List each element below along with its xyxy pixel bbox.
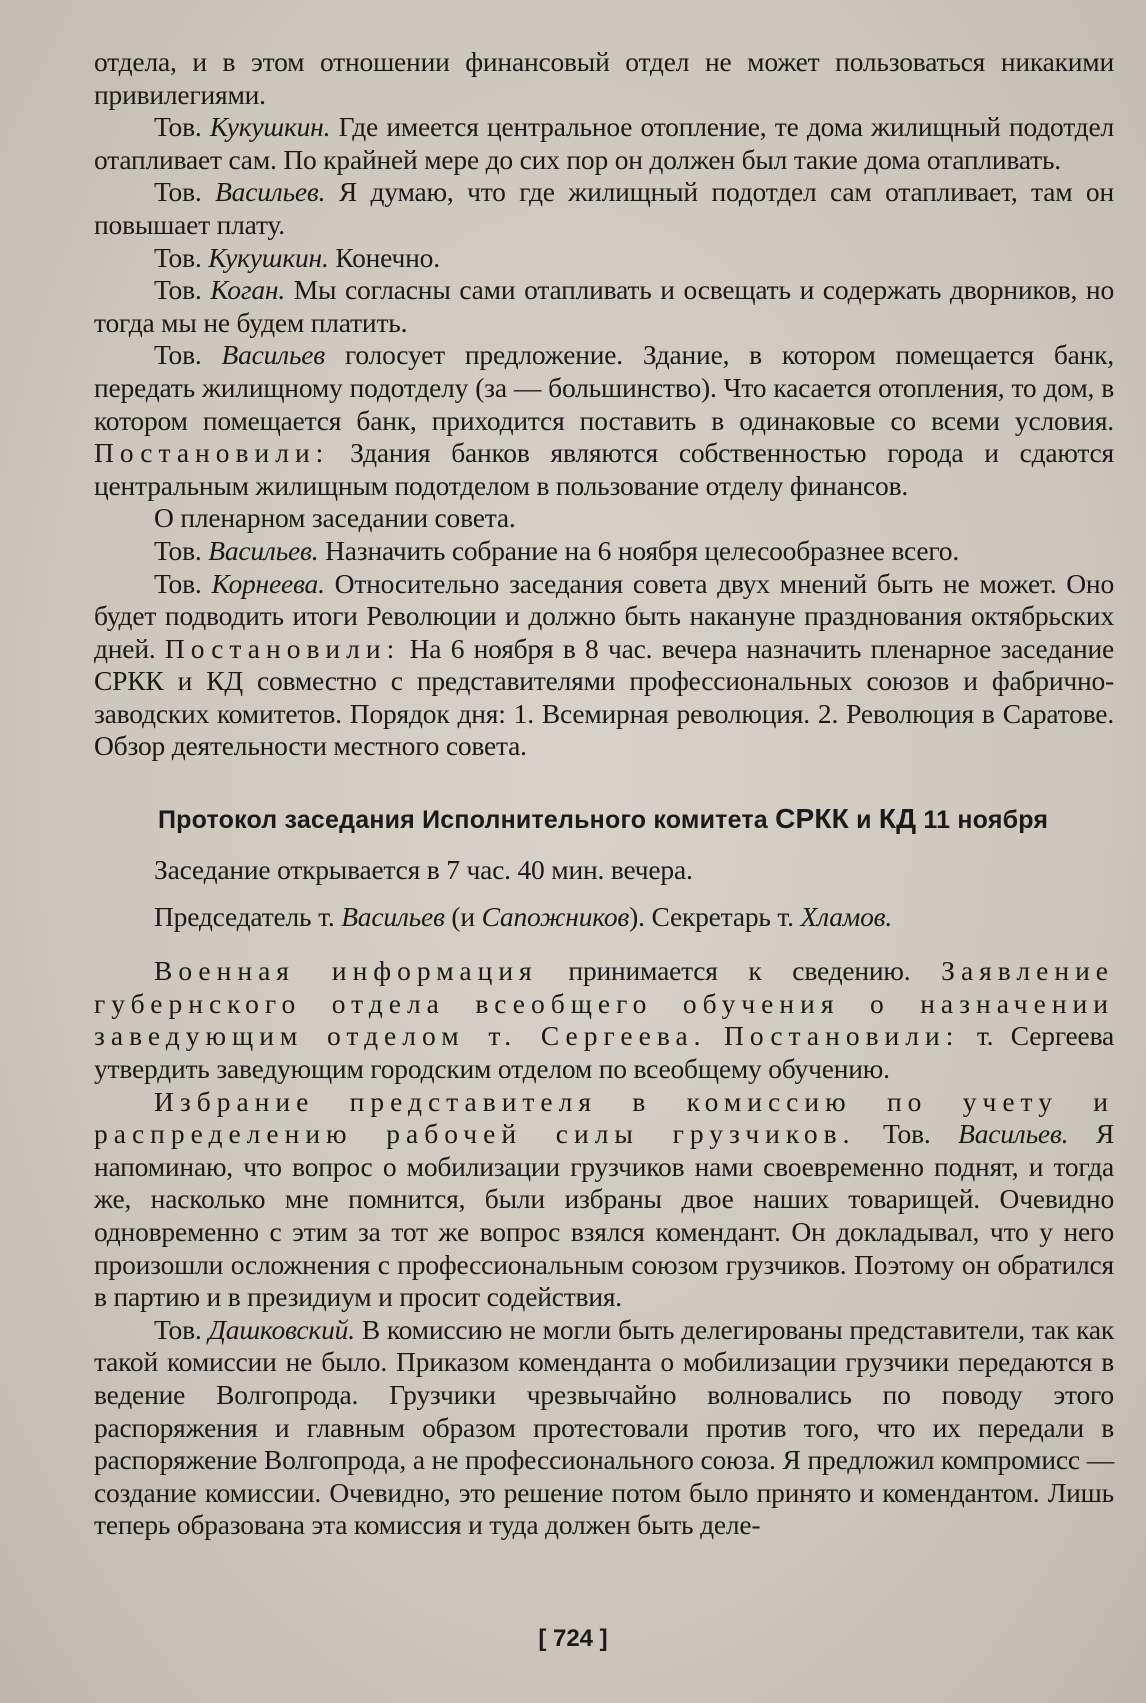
spaced-emphasis: Постановили: [724, 1020, 960, 1052]
speaker-name: Корнеева. [211, 567, 325, 599]
section-heading [158, 803, 1114, 836]
protocol-body [94, 955, 1114, 1542]
spaced-emphasis: Избрание представителя в комиссию по учету и распределению рабочей силы грузчиков. [94, 1085, 1114, 1150]
paragraph [94, 854, 1114, 887]
paragraph-text: Назначить собрание на 6 ноября целесообразнее всего. [318, 534, 960, 566]
paragraph [94, 242, 1114, 275]
speaker-name: Васильев. [958, 1118, 1069, 1150]
protocol-continuation [94, 46, 1114, 763]
paragraph-text: Я думаю, что где жилищный подотдел сам отапливает, там он повышает плату. [94, 176, 1114, 240]
speaker-name: Васильев [221, 339, 326, 371]
paragraph-text: Тов. [154, 274, 211, 306]
spaced-emphasis: Постановили: [94, 437, 330, 469]
text-block-top [94, 46, 1114, 1542]
paragraph-text: Конечно. [328, 241, 440, 273]
speaker-name: Васильев [341, 900, 445, 932]
speaker-name: Хламов. [800, 900, 893, 932]
paragraph-text: Заседание открывается в 7 час. 40 мин. вечера. [154, 854, 693, 886]
spaced-emphasis: Постановили: [164, 632, 401, 664]
page-number: [ 724 ] [538, 1625, 608, 1652]
paragraph-text: В комиссию не могли быть делегированы представители, так как такой комиссии не было. Приказом коменданта о мобилизации грузчики передаются в ведение Волгопрода. Грузчики чрезвычайно волновались по поводу этого распоряжения и главным образом протестовали против того, что их передали в распоряжение Волгопрода, а не профессионального союза. Я предложил компромисс — создание комиссии. Очевидно, это решение потом было принято и комендантом. Лишь теперь образована эта комиссия и туда должен быть деле- [94, 1313, 1115, 1541]
paragraph-text: Я напоминаю, что вопрос о мобилизации грузчиков нами своевременно поднят, и тогда же, насколько мне помнится, были избраны двое наших товарищей. Очевидно одновременно с этим за тот же вопрос взялся комендант. Он докладывал, что у него произошли осложнения с профессиональным союзом грузчиков. Поэтому он обратился в партию и в президиум и просит содействия. [94, 1118, 1114, 1313]
meeting-meta [94, 854, 1114, 933]
paragraph-text: (и [444, 900, 482, 932]
paragraph-text: Тов. [154, 111, 210, 143]
paragraph-text: Тов. [154, 339, 222, 371]
paragraph-text: голосует предложение. Здание, в котором помещается банк, передать жилищному подотделу (за — большинство). Что касается отопления, то дом, в котором помещается банк, приходится поставить в одинаковые со всеми условия. [94, 339, 1114, 436]
speaker-name: Дашковский. [208, 1313, 355, 1345]
heading-date: 11 ноября [916, 806, 1049, 835]
paragraph-text: На 6 ноября в 8 час. вечера назначить пленарное заседание СРКК и КД совместно с представителями профессиональных союзов и фабрично-заводских комитетов. Порядок дня: 1. Всемирная революция. 2. Революция в Саратове. Обзор деятельности местного совета. [94, 632, 1115, 762]
paragraph-text: Председатель т. [154, 900, 342, 932]
paragraph [94, 339, 1114, 502]
paragraph-text: Тов. [154, 176, 216, 208]
paragraph-text: Где имеется центральное отопление, те дома жилищный подотдел отапливает сам. По крайней мере до сих пор он должен был такие дома отапливать. [94, 111, 1115, 175]
paragraph [94, 176, 1114, 241]
paragraph [94, 535, 1114, 568]
spaced-emphasis: Военная информация [154, 955, 538, 987]
paragraph [94, 1314, 1114, 1542]
paragraph-text: Тов. [154, 241, 209, 273]
paragraph-text: ). Секретарь т. [629, 900, 801, 932]
paragraph [94, 502, 1114, 535]
paragraph-text: принимается к сведению. [537, 955, 942, 987]
paragraph-text: Относительно заседания совета двух мнений быть не может. Оно будет подводить итоги Революции и должно быть накануне празднования октябрьских дней. [94, 567, 1114, 664]
paragraph [94, 1086, 1114, 1314]
speaker-name: Кукушкин. [208, 241, 329, 273]
speaker-name: Сапожников [481, 900, 630, 932]
heading-mid: и [848, 806, 879, 835]
paragraph-text: отдела, и в этом отношении финансовый отдел не может пользоваться никакими привилегиями. [94, 46, 1114, 110]
paragraph [94, 568, 1114, 764]
paragraph-text: О пленарном заседании совета. [154, 502, 516, 534]
paragraph [94, 901, 1114, 934]
heading-kd: КД [878, 803, 917, 835]
paragraph [94, 46, 1114, 111]
speaker-name: Кукушкин. [209, 111, 331, 143]
paragraph-text: Тов. [154, 1313, 209, 1345]
heading-srkk: СРКК [775, 803, 849, 835]
speaker-name: Васильев. [208, 534, 319, 566]
speaker-name: Коган. [210, 274, 286, 306]
paragraph-text: Тов. [855, 1118, 959, 1150]
spaced-emphasis: Заявление губернского отдела всеобщего обучения о назначении заведующим отделом т. Сергеева. [94, 955, 1114, 1052]
paragraph-text: Мы согласны сами отапливать и освещать и содержать дворников, но тогда мы не будем платить. [94, 274, 1115, 338]
speaker-name: Васильев. [215, 176, 326, 208]
paragraph-text: Здания банков являются собственностью города и сдаются центральным жилищным подотделом в пользование отделу финансов. [94, 437, 1114, 501]
paragraph-text: Тов. [154, 534, 209, 566]
heading-prefix: Протокол заседания Исполнительного комитета [158, 806, 776, 835]
paragraph-text [707, 1020, 725, 1051]
paragraph-text: Тов. [154, 567, 212, 599]
paragraph [94, 111, 1114, 176]
paragraph [94, 955, 1114, 1085]
paragraph-text: т. Сергеева утвердить заведующим городским отделом по всеобщему обучению. [94, 1020, 1114, 1085]
paragraph [94, 274, 1114, 339]
